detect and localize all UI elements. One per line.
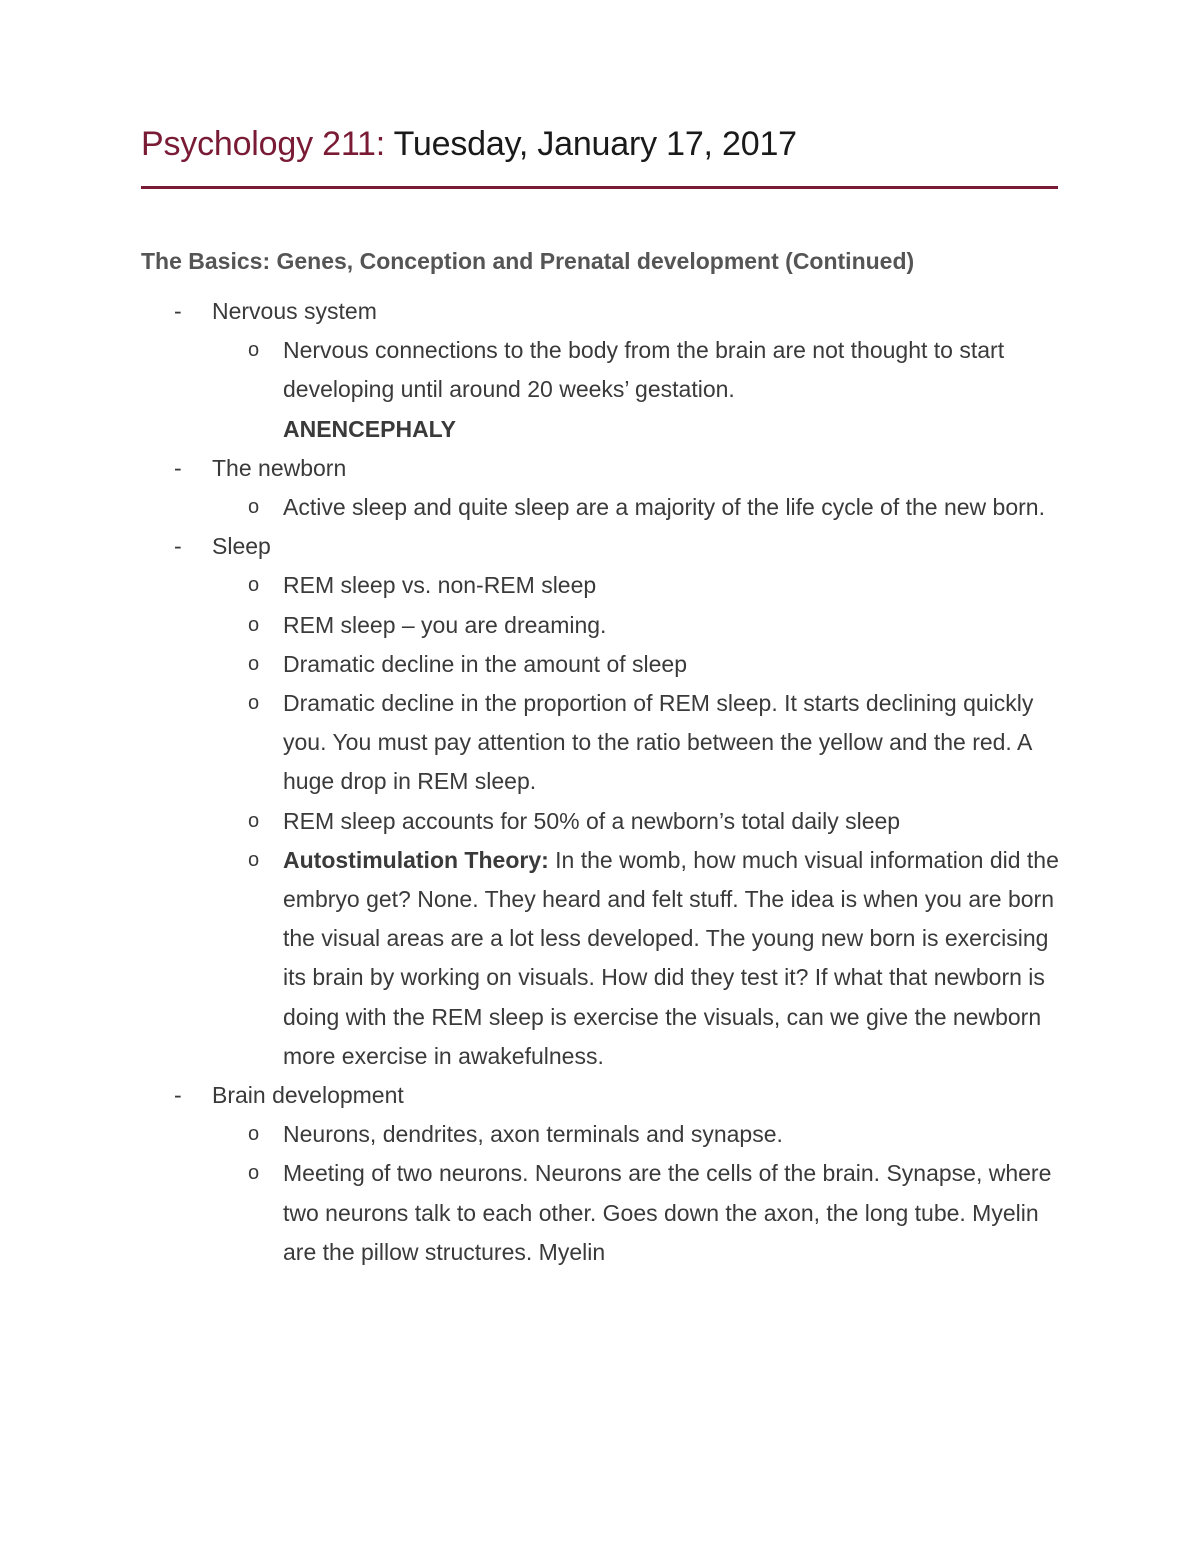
- sub-item: [141, 841, 1059, 1076]
- bullet-marker: o: [248, 848, 260, 871]
- course-name: Psychology 211:: [141, 125, 385, 163]
- dash-marker: -: [174, 454, 182, 481]
- title-divider: [141, 186, 1058, 189]
- page-title: [141, 122, 797, 166]
- bullet-marker: o: [248, 652, 260, 675]
- sub-item-text: Neurons, dendrites, axon terminals and synapse.: [283, 1121, 783, 1148]
- outline-item-newborn: [141, 449, 1059, 488]
- bullet-marker: o: [248, 496, 260, 519]
- sub-item-text: Nervous connections to the body from the brain are not thought to start developing until around 20 weeks’ gestation.: [283, 337, 1005, 403]
- bullet-marker: o: [248, 613, 260, 636]
- outline-label: Nervous system: [212, 298, 377, 324]
- lecture-date: Tuesday, January 17, 2017: [393, 125, 797, 163]
- sub-item: [141, 684, 1059, 802]
- bullet-marker: o: [248, 809, 260, 832]
- bullet-marker: o: [248, 1123, 260, 1146]
- bullet-marker: o: [248, 339, 260, 362]
- sub-item-text: Dramatic decline in the proportion of REM sleep. It starts declining quickly you. You must pay attention to the ratio between the yellow and the red. A huge drop in REM sleep.: [283, 690, 1034, 795]
- sub-item: [141, 488, 1059, 527]
- notes-outline: [141, 292, 1059, 1272]
- sub-item: [141, 1115, 1059, 1154]
- anencephaly-term: ANENCEPHALY: [283, 415, 456, 442]
- outline-item-nervous-system: [141, 292, 1059, 331]
- bullet-marker: o: [248, 692, 260, 715]
- bullet-marker: o: [248, 1162, 260, 1185]
- sub-item-text: REM sleep vs. non-REM sleep: [283, 572, 597, 599]
- sub-item: [141, 645, 1059, 684]
- sub-item: [141, 331, 1059, 449]
- dash-marker: -: [174, 533, 182, 560]
- sub-item-text: [283, 841, 1059, 1076]
- sub-item-text: REM sleep accounts for 50% of a newborn’s total daily sleep: [283, 807, 901, 834]
- outline-label: Brain development: [212, 1082, 404, 1109]
- autostimulation-theory-term: Autostimulation Theory:: [283, 846, 549, 873]
- dash-marker: -: [174, 298, 182, 324]
- dash-marker: -: [174, 1082, 182, 1109]
- sub-item-text: REM sleep – you are dreaming.: [283, 611, 607, 638]
- autostimulation-theory-text: In the womb, how much visual information did the embryo get? None. They heard and felt stuff. The idea is when you are born the visual areas are a lot less developed. The young new born is exercising its brain by working on visuals. How did they test it? If what that newborn is doing with the REM sleep is exercise the visuals, can we give the newborn more exercise in awakefulness.: [283, 846, 1059, 1069]
- sub-item-text: Dramatic decline in the amount of sleep: [283, 650, 687, 677]
- sub-item: [141, 566, 1059, 605]
- outline-item-brain-development: [141, 1076, 1059, 1115]
- sub-item-text: Active sleep and quite sleep are a majority of the life cycle of the new born.: [283, 494, 1045, 521]
- sub-item-text: Meeting of two neurons. Neurons are the cells of the brain. Synapse, where two neurons talk to each other. Goes down the axon, the long tube. Myelin are the pillow structures. Myelin: [283, 1160, 1052, 1265]
- section-heading: The Basics: Genes, Conception and Prenatal development (Continued): [141, 248, 915, 274]
- sub-item: [141, 1154, 1059, 1272]
- outline-label: Sleep: [212, 533, 271, 560]
- sub-item: [141, 802, 1059, 841]
- outline-label: The newborn: [212, 454, 347, 481]
- bullet-marker: o: [248, 574, 260, 597]
- outline-item-sleep: [141, 527, 1059, 566]
- sub-item: [141, 606, 1059, 645]
